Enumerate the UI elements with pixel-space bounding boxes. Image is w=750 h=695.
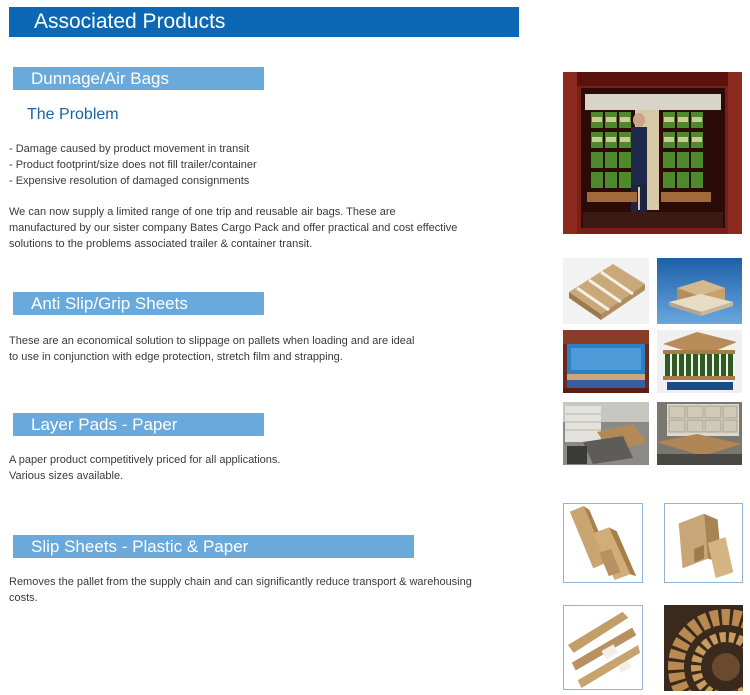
paragraph-line: Removes the pallet from the supply chain and can significantly reduce transport & warehousing — [9, 576, 472, 588]
angle-boards-photo — [664, 503, 743, 583]
paragraph-line: We can now supply a limited range of one trip and reusable air bags. These are — [9, 206, 396, 218]
paragraph-line: manufactured by our sister company Bates Cargo Pack and offer practical and cost effective — [9, 222, 458, 234]
layer-pads-stack-photo — [657, 402, 742, 465]
paragraph-line: A paper product competitively priced for all applications. — [9, 454, 281, 466]
layer-pads-warehouse-photo — [563, 402, 649, 465]
page-title: Associated Products — [9, 7, 519, 37]
section-header-layer-pads: Layer Pads - Paper — [13, 413, 264, 436]
paragraph-line: Various sizes available. — [9, 470, 124, 482]
anti-slip-description — [9, 333, 414, 365]
bullet-item: - Expensive resolution of damaged consignments — [9, 175, 250, 187]
paragraph-line: solutions to the problems associated trailer & container transit. — [9, 238, 313, 250]
section-header-slip-sheets: Slip Sheets - Plastic & Paper — [13, 535, 414, 558]
paragraph-line: These are an economical solution to slippage on pallets when loading and are ideal — [9, 335, 415, 347]
air-bags-container-photo — [563, 72, 742, 234]
dunnage-bullets — [9, 141, 257, 189]
labelled-edge-boards-photo — [563, 605, 643, 690]
slip-sheets-description — [9, 574, 472, 606]
bullet-item: - Damage caused by product movement in transit — [9, 143, 250, 155]
section-header-anti-slip: Anti Slip/Grip Sheets — [13, 292, 264, 315]
section-header-dunnage: Dunnage/Air Bags — [13, 67, 264, 90]
paragraph-line: to use in conjunction with edge protection, stretch film and strapping. — [9, 351, 343, 363]
dunnage-description — [9, 204, 457, 252]
layer-pads-description — [9, 452, 280, 484]
bottles-layer-pad-photo — [657, 330, 742, 393]
paragraph-line: costs. — [9, 592, 38, 604]
blue-products-pallet-photo — [563, 330, 649, 393]
bullet-item: - Product footprint/size does not fill trailer/container — [9, 159, 257, 171]
anti-slip-sheets-photo — [563, 258, 649, 324]
pallet-boxes-photo — [657, 258, 742, 324]
subheading-the-problem: The Problem — [27, 106, 119, 123]
coil-protectors-photo — [664, 605, 743, 691]
edge-protectors-photo — [563, 503, 643, 583]
